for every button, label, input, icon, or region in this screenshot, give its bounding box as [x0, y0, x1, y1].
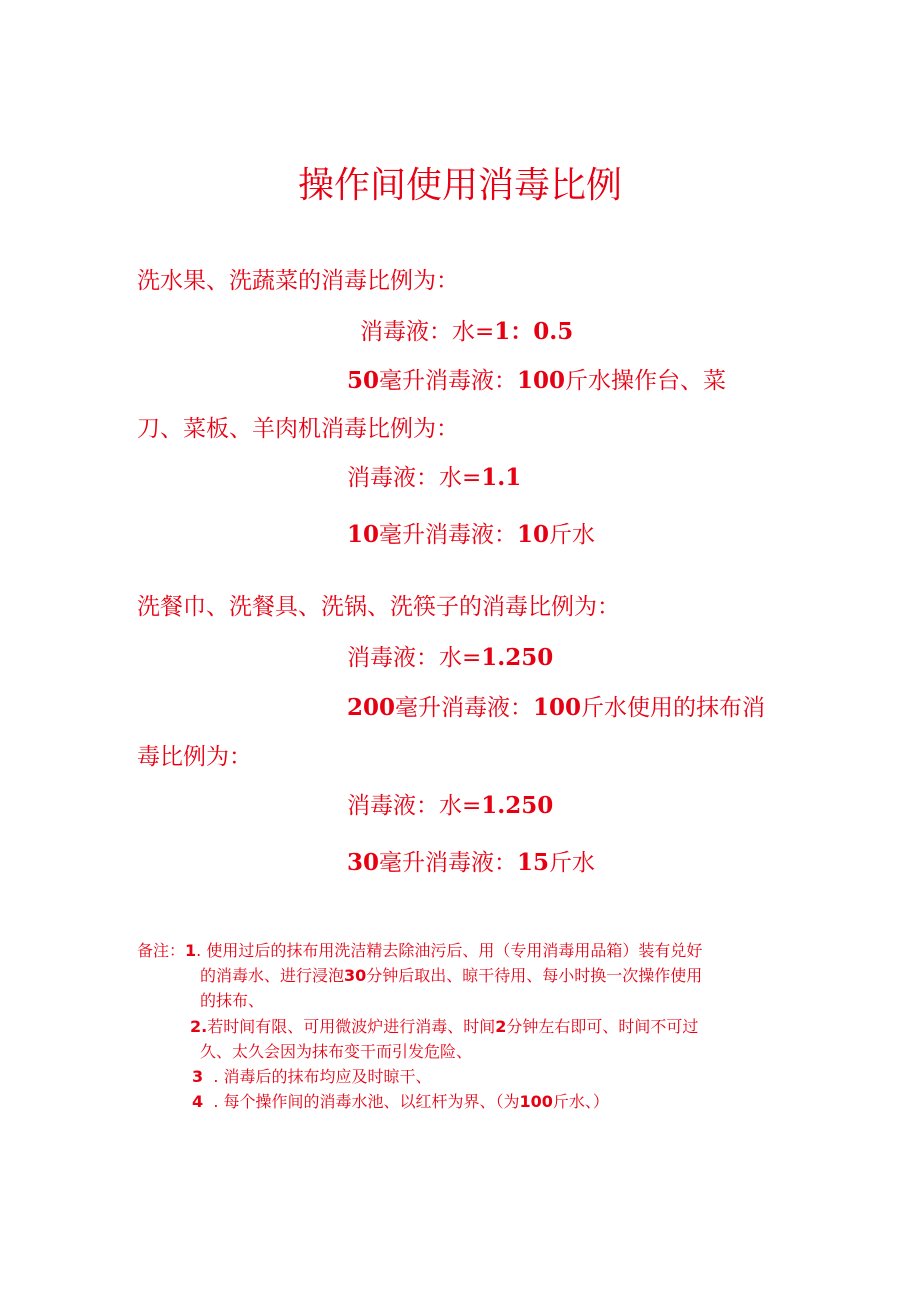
- amount-line-fruit: [347, 369, 726, 393]
- note-text: 分钟左右即可、时间不可过: [506, 1017, 699, 1036]
- section-heading-fruit: 洗水果、洗蔬菜的消毒比例为：: [137, 268, 459, 294]
- note-number: 1: [185, 941, 197, 960]
- note-text: . 每个操作间的消毒水池、以红杆为界、（为: [203, 1092, 520, 1111]
- amount-ml: 10: [347, 521, 380, 548]
- section-heading-knife: 刀、菜板、羊肉机消毒比例为：: [137, 416, 459, 442]
- amount-line-tableware: [347, 696, 765, 720]
- notes-item-1-line-2: [200, 968, 702, 984]
- ratio-line-tableware: [347, 646, 553, 670]
- ratio-value: 1.1: [481, 464, 522, 491]
- amount-mid: 毫升消毒液：: [379, 522, 518, 548]
- ratio-value: 1：0.5: [494, 318, 574, 345]
- notes-item-4: [192, 1094, 609, 1110]
- notes-item-1-line-3: 的抹布、: [200, 991, 265, 1010]
- note-text: 斤水、）: [552, 1092, 609, 1111]
- note-number: 4: [192, 1092, 204, 1111]
- amount-ml: 50: [347, 367, 380, 394]
- ratio-label: 消毒液：水=: [360, 319, 495, 345]
- amount-ml: 30: [347, 849, 380, 876]
- note-text: 的消毒水、进行浸泡: [200, 966, 345, 985]
- page-title: 操作间使用消毒比例: [297, 165, 622, 206]
- amount-mid: 毫升消毒液：: [395, 695, 534, 721]
- note-number: 100: [519, 1092, 553, 1111]
- note-text: . 消毒后的抹布均应及时晾干、: [203, 1067, 432, 1086]
- notes-label: 备注：: [137, 941, 186, 960]
- amount-jin: 100: [533, 694, 582, 721]
- amount-mid: 毫升消毒液：: [379, 850, 518, 876]
- ratio-line-knife: [347, 466, 521, 490]
- ratio-line-cloth: [347, 794, 553, 818]
- note-number: 3: [192, 1067, 204, 1086]
- amount-mid: 毫升消毒液：: [379, 368, 518, 394]
- amount-tail: 斤水: [549, 522, 596, 548]
- notes-item-2-line-2: 久、太久会因为抹布变干而引发危险、: [200, 1042, 473, 1061]
- amount-line-knife: [347, 523, 595, 547]
- ratio-label: 消毒液：水=: [347, 793, 482, 819]
- ratio-value: 1.250: [481, 792, 554, 819]
- note-number: 2: [495, 1017, 507, 1036]
- amount-tail: 斤水操作台、菜: [565, 368, 727, 394]
- amount-jin: 10: [517, 521, 550, 548]
- notes-item-2-line-1: [190, 1019, 698, 1035]
- ratio-label: 消毒液：水=: [347, 645, 482, 671]
- notes-item-1-line-1: [137, 943, 702, 959]
- amount-jin: 15: [517, 849, 550, 876]
- amount-line-cloth: [347, 851, 595, 875]
- amount-tail: 斤水: [549, 850, 596, 876]
- section-heading-tableware: 洗餐巾、洗餐具、洗锅、洗筷子的消毒比例为：: [137, 594, 620, 620]
- note-number: 2.: [190, 1017, 208, 1036]
- ratio-label: 消毒液：水=: [347, 465, 482, 491]
- note-number: 30: [344, 966, 367, 985]
- notes-item-3: [192, 1069, 432, 1085]
- ratio-line-fruit: [360, 320, 573, 344]
- note-text: . 使用过后的抹布用洗洁精去除油污后、用（专用消毒用品箱）装有兑好: [196, 941, 703, 960]
- section-heading-cloth: 毒比例为：: [137, 744, 252, 770]
- note-text: 分钟后取出、晾干待用、每小时换一次操作使用: [366, 966, 703, 985]
- note-text: 若时间有限、可用微波炉进行消毒、时间: [207, 1017, 496, 1036]
- amount-ml: 200: [347, 694, 396, 721]
- ratio-value: 1.250: [481, 644, 554, 671]
- amount-jin: 100: [517, 367, 566, 394]
- amount-tail: 斤水使用的抹布消: [581, 695, 766, 721]
